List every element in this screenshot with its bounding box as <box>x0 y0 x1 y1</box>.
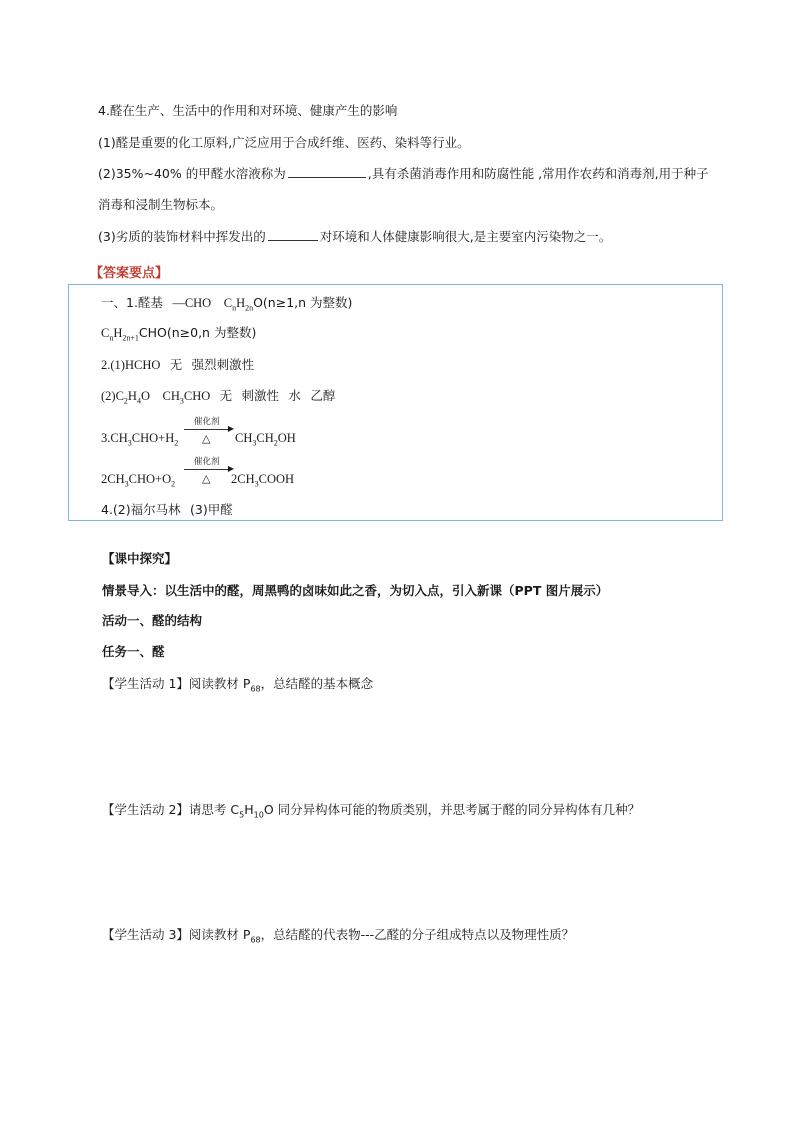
answer-text: COOH <box>258 472 295 486</box>
answer-text: H <box>113 326 123 340</box>
answer-text: 无 <box>169 357 183 372</box>
answer-text: O <box>140 389 150 403</box>
answer-text: 无 <box>219 388 233 403</box>
subscript: 2 <box>123 396 128 406</box>
answer-text: 乙醇 <box>310 388 336 403</box>
subscript: 2 <box>174 438 179 448</box>
answer-text: OH <box>277 431 296 445</box>
reaction-1-right <box>235 431 296 448</box>
answer-text: CH <box>256 431 274 445</box>
subscript: 10 <box>253 810 264 820</box>
answer-text: CHO+O <box>128 472 172 486</box>
answer-text: 刺激性 <box>241 388 280 403</box>
inclass-heading: 【课中探究】 <box>102 551 178 566</box>
reaction-1-left <box>101 431 178 448</box>
answer-line-1 <box>101 293 352 313</box>
heat-symbol: △ <box>202 432 211 445</box>
answer-text: CHO <box>183 389 211 403</box>
catalyst-label: 催化剂 <box>194 457 220 467</box>
answer-text: 2.(1)HCHO <box>101 358 161 372</box>
subscript: 3 <box>124 479 129 489</box>
fill-blank-formaldehyde[interactable] <box>268 228 318 241</box>
answer-text: 2CH <box>231 472 255 486</box>
answer-text: 4.(2)福尔马林 <box>101 502 181 517</box>
section4-p3 <box>98 228 611 246</box>
answer-text: CH <box>235 431 253 445</box>
reaction-2-right <box>231 472 294 489</box>
subscript: 2 <box>273 438 278 448</box>
activity-text: 【学生活动 3】阅读教材 P <box>102 927 251 942</box>
section4-p2 <box>98 165 709 183</box>
activity-text: ，总结醛的基本概念 <box>260 676 374 691</box>
answer-text: CHO+H <box>131 431 175 445</box>
p3-text-b: 对环境和人体健康影响很大,是主要室内污染物之一。 <box>319 229 612 244</box>
student-activity-2 <box>102 801 640 825</box>
subscript: 2 <box>171 479 176 489</box>
subscript: 3 <box>127 438 132 448</box>
subscript: 4 <box>136 396 141 406</box>
answer-text: (2)C <box>101 389 124 403</box>
subscript: n <box>232 303 237 313</box>
answer-text: 强烈刺激性 <box>191 357 255 372</box>
answer-line-2 <box>101 323 256 343</box>
heat-symbol: △ <box>202 472 211 485</box>
activity-1-heading: 活动一、醛的结构 <box>102 613 203 628</box>
student-activity-3 <box>102 926 574 950</box>
answer-text: H <box>127 389 137 403</box>
section4-p1: (1)醛是重要的化工原料,广泛应用于合成纤维、医药、染料等行业。 <box>98 135 470 150</box>
fill-blank-formalin[interactable] <box>288 165 366 178</box>
arrow-line <box>184 429 232 430</box>
arrow-head-icon: ▶ <box>227 424 234 433</box>
answer-text: O(n≥1,n 为整数) <box>253 295 353 310</box>
p3-text-a: (3)劣质的装饰材料中挥发出的 <box>98 229 266 244</box>
activity-text: ，总结醛的代表物---乙醛的分子组成特点以及物理性质？ <box>260 927 575 942</box>
arrow-head-icon: ▶ <box>227 464 234 473</box>
answer-text: CH <box>162 389 180 403</box>
answer-text: 一、1.醛基 <box>101 295 163 310</box>
answer-text: —CHO <box>172 296 212 310</box>
subscript: 3 <box>179 396 184 406</box>
subscript: 2n+1 <box>122 333 139 343</box>
answer-line-4 <box>101 386 335 406</box>
activity-text: 【学生活动 2】请思考 C <box>102 802 240 817</box>
activity-text: 【学生活动 1】阅读教材 P <box>102 676 251 691</box>
answer-line-7 <box>101 500 233 518</box>
answer-text: C <box>101 326 110 340</box>
answer-text: 2CH <box>101 472 125 486</box>
activity-text: H <box>244 802 254 817</box>
answer-text: 水 <box>288 388 301 403</box>
reaction-2-left <box>101 472 175 489</box>
answer-text: H <box>236 296 246 310</box>
reaction-arrow-2 <box>184 455 234 485</box>
subscript: 3 <box>254 479 259 489</box>
answer-text: (3)甲醛 <box>190 502 233 517</box>
task-1-heading: 任务一、醛 <box>102 644 165 659</box>
p2-text-a: (2)35%~40% 的甲醛水溶液称为 <box>98 166 286 181</box>
arrow-line <box>184 469 232 470</box>
subscript: 68 <box>250 684 261 694</box>
answer-text: 3.CH <box>101 431 128 445</box>
subscript: 5 <box>239 810 245 820</box>
student-activity-1 <box>102 675 373 699</box>
activity-text: O 同分异构体可能的物质类别，并思考属于醛的同分异构体有几种？ <box>263 802 641 817</box>
answer-line-3 <box>101 355 254 373</box>
subscript: n <box>109 333 114 343</box>
subscript: 2n <box>245 303 254 313</box>
reaction-arrow-1 <box>184 415 234 445</box>
p2-text-b: ,具有杀菌消毒作用和防腐性能 ,常用作农药和消毒剂,用于种子 <box>367 166 709 181</box>
answer-heading: 【答案要点】 <box>90 266 169 281</box>
section4-heading: 4.醛在生产、生活中的作用和对环境、健康产生的影响 <box>98 103 398 118</box>
section4-p2-cont: 消毒和浸制生物标本。 <box>98 197 224 212</box>
answer-text: C <box>223 296 233 310</box>
answer-text: CHO(n≥0,n 为整数) <box>138 325 257 340</box>
subscript: 68 <box>250 935 261 945</box>
answer-box <box>68 284 723 521</box>
subscript: 3 <box>252 438 257 448</box>
catalyst-label: 催化剂 <box>194 417 220 427</box>
scenario-intro: 情景导入：以生活中的醛，周黑鸭的卤味如此之香，为切入点，引入新课（PPT 图片展示） <box>102 583 609 598</box>
